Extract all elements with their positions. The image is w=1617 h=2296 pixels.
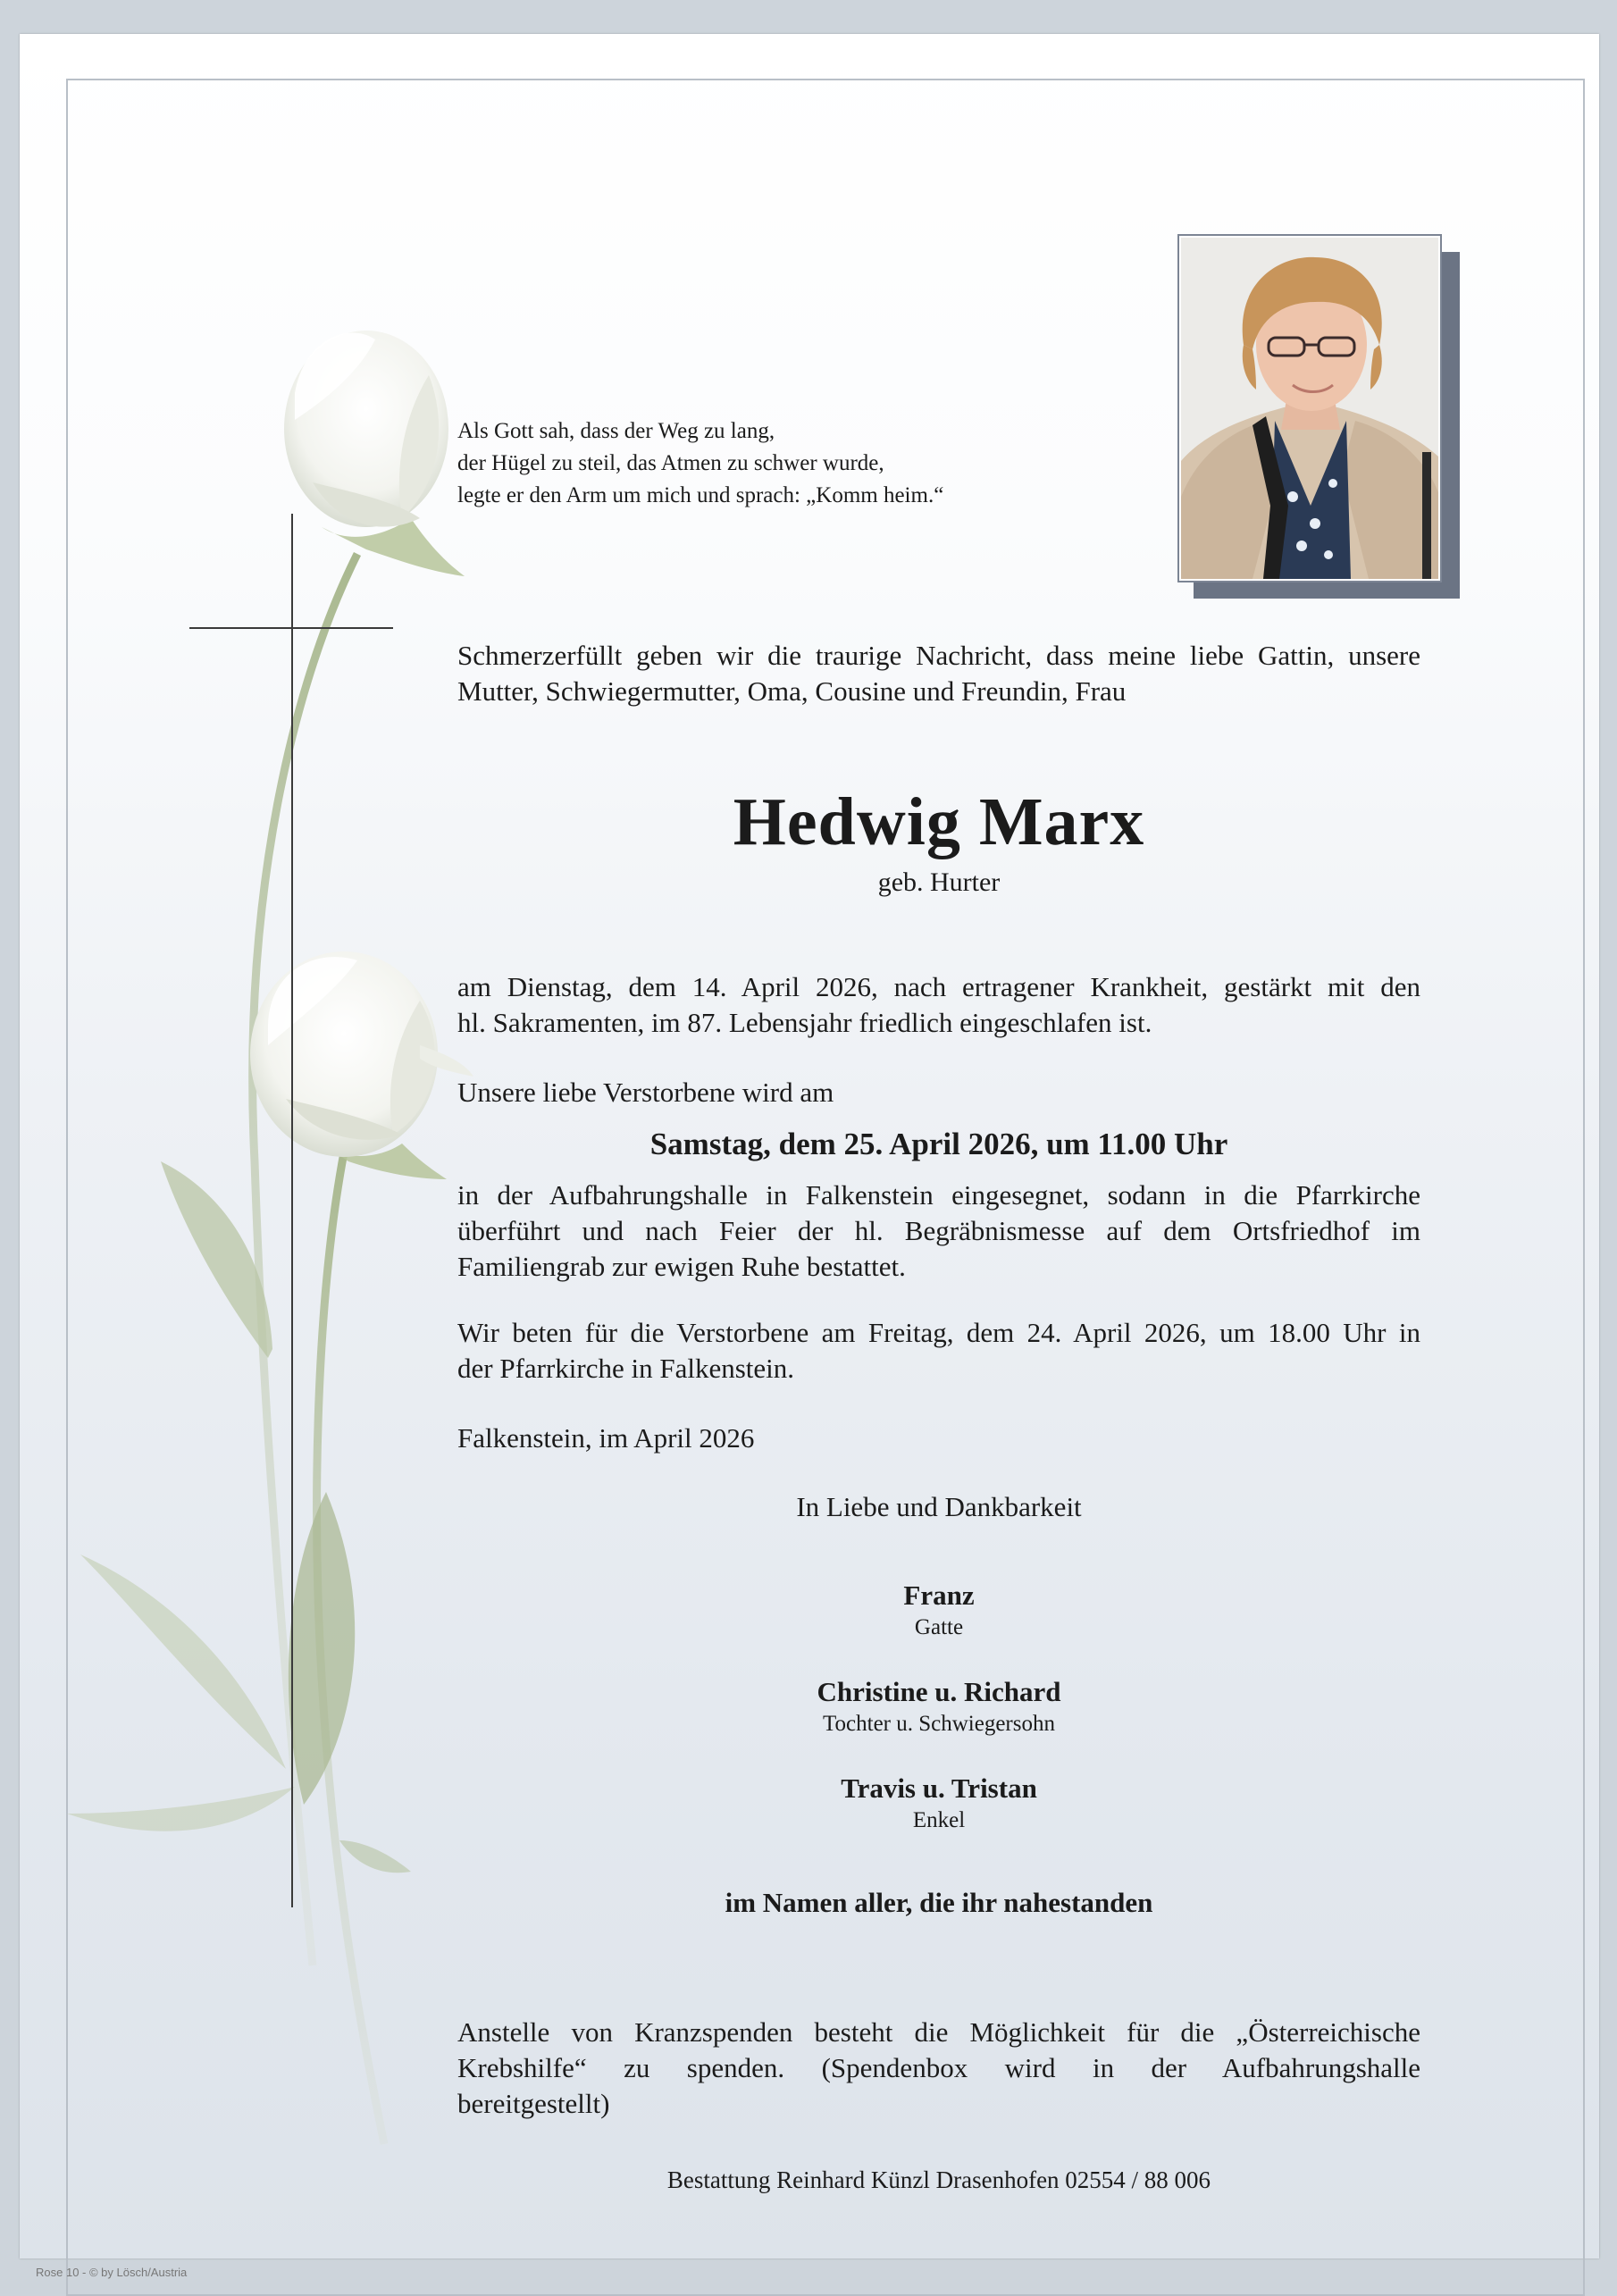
death-notice-line: hl. Sakramenten, im 87. Lebensjahr friedlich eingeschlafen ist. [457, 1007, 1152, 1038]
ceremony-line: überführt und nach Feier der hl. Begräbnismesse auf dem Ortsfriedhof im [457, 1215, 1420, 1246]
donation-line: Krebshilfe“ zu spenden. (Spendenbox wird in der Aufbahrungshalle [457, 2052, 1420, 2083]
love-text: In Liebe und Dankbarkeit [796, 1491, 1082, 1522]
announcement-line: Mutter, Schwiegermutter, Oma, Cousine und Freundin, Frau [457, 675, 1127, 707]
copyright-credit: Rose 10 - © by Lösch/Austria [36, 2266, 188, 2279]
undertaker-contact: Bestattung Reinhard Künzl Drasenhofen 02554 / 88 006 [666, 2166, 1211, 2193]
poem-line: legte er den Arm um mich und sprach: „Komm heim.“ [457, 483, 944, 507]
prayer-notice [457, 1315, 1420, 1387]
mourner-name: Christine u. Richard [817, 1676, 1061, 1707]
funeral-date: Samstag, dem 25. April 2026, um 11.00 Uhr [649, 1127, 1228, 1161]
announcement [457, 638, 1420, 709]
funeral-ceremony [457, 1177, 1420, 1285]
portrait-photo [1181, 238, 1438, 579]
prayer-line: der Pfarrkirche in Falkenstein. [457, 1353, 795, 1384]
announcement-line: Schmerzerfüllt geben wir die traurige Nachricht, dass meine liebe Gattin, unsere [457, 640, 1420, 671]
poem-line: Als Gott sah, dass der Weg zu lang, [457, 419, 775, 443]
funeral-intro: Unsere liebe Verstorbene wird am [457, 1077, 834, 1108]
deceased-name: Hedwig Marx [733, 784, 1145, 859]
mourner-name: Travis u. Tristan [841, 1772, 1037, 1804]
place-date: Falkenstein, im April 2026 [457, 1422, 755, 1454]
mourner-name: Franz [903, 1580, 975, 1611]
ceremony-line: in der Aufbahrungshalle in Falkenstein eingesegnet, sodann in die Pfarrkirche [457, 1179, 1420, 1211]
donation-notice [457, 2015, 1420, 2122]
birth-name: geb. Hurter [877, 867, 1001, 897]
ceremony-line: Familiengrab zur ewigen Ruhe bestattet. [457, 1251, 906, 1282]
death-notice [457, 969, 1420, 1041]
closing-line: im Namen aller, die ihr nahestanden [725, 1887, 1153, 1918]
mourner-role: Gatte [914, 1615, 964, 1639]
mourner-role: Tochter u. Schwiegersohn [823, 1712, 1055, 1736]
poem-line: der Hügel zu steil, das Atmen zu schwer wurde, [457, 451, 884, 475]
donation-line: bereitgestellt) [457, 2088, 610, 2119]
donation-line: Anstelle von Kranzspenden besteht die Möglichkeit für die „Österreichische [457, 2016, 1420, 2048]
prayer-line: Wir beten für die Verstorbene am Freitag, dem 24. April 2026, um 18.00 Uhr in [457, 1317, 1420, 1348]
death-notice-line: am Dienstag, dem 14. April 2026, nach ertragener Krankheit, gestärkt mit den [457, 971, 1420, 1002]
cross-horizontal [189, 627, 393, 629]
mourner-role: Enkel [912, 1808, 966, 1832]
cross-vertical [291, 514, 293, 1907]
poem [457, 415, 1154, 512]
